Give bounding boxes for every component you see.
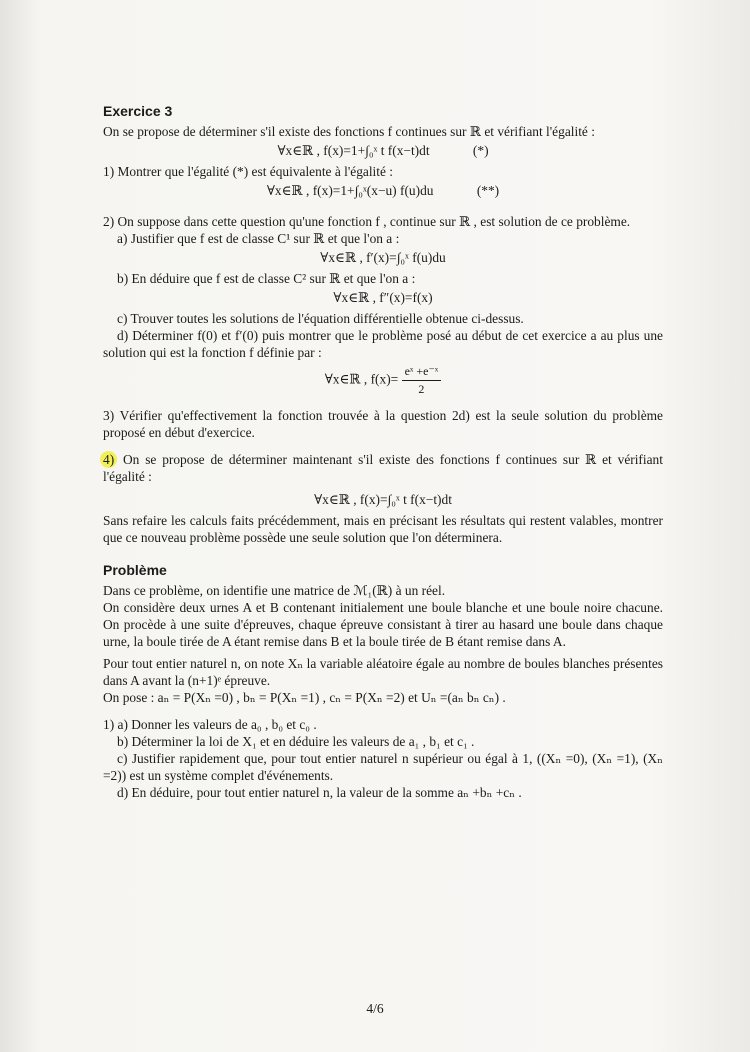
problem-question-1c: c) Justifier rapidement que, pour tout entier naturel n supérieur ou égal à 1, ((Xₙ =0), (Xₙ =1), (Xₙ =2)) est un système complet d'événements. <box>103 751 663 783</box>
problem-paragraph-3: Pour tout entier naturel n, on note Xₙ la variable aléatoire égale au nombre de boules blanches présentes dans A avant la (n+1)ᵉ épreuve. <box>103 656 663 688</box>
question-2: 2) On suppose dans cette question qu'une fonction f , continue sur ℝ , est solution de ce problème. <box>103 214 631 229</box>
problem-question-1b: b) Déterminer la loi de X₁ et en déduire les valeurs de a₁ , b₁ et c₁ . <box>117 734 475 749</box>
equation-q2d <box>103 363 663 398</box>
question-4-number-highlight: 4) <box>100 451 117 468</box>
problem-question-1a: 1) a) Donner les valeurs de a₀ , b₀ et c₀ . <box>103 717 317 732</box>
question-4 <box>103 451 663 485</box>
problem-paragraph-2: On considère deux urnes A et B contenant initialement une boule blanche et une boule noire chacune. On procède à une suite d'épreuves, chaque épreuve consistant à tirer au hasard une boule dans chaque urne, la boule tirée de A étant remise dans B et la boule tirée de B étant remise dans A. <box>103 600 663 649</box>
fraction-numerator: eˣ +e⁻ˣ <box>402 363 442 381</box>
question-4-instructions: Sans refaire les calculs faits précédemment, mais en précisant les résultats qui restent valables, montrer que ce nouveau problème possède une seule solution que l'on déterminera. <box>103 513 663 545</box>
page-content <box>103 103 663 801</box>
equation-q2a: ∀x∈ℝ , f′(x)=∫₀ˣ f(u)du <box>320 250 446 265</box>
question-2a: a) Justifier que f est de classe C¹ sur ℝ et que l'on a : <box>117 231 400 246</box>
page-number: 4/6 <box>366 1001 384 1016</box>
equation-q1-mark: (**) <box>476 183 500 198</box>
problem-title: Problème <box>103 562 167 578</box>
question-2c: c) Trouver toutes les solutions de l'équation différentielle obtenue ci-dessus. <box>117 311 524 326</box>
equation-main-body: ∀x∈ℝ , f(x)=1+∫₀ˣ t f(x−t)dt <box>277 143 430 158</box>
equation-q2d-lhs: ∀x∈ℝ , f(x)= <box>324 371 399 387</box>
question-2b: b) En déduire que f est de classe C² sur ℝ et que l'on a : <box>117 271 416 286</box>
question-4-text: On se propose de déterminer maintenant s'il existe des fonctions f continues sur ℝ et vérifiant l'égalité : <box>103 452 663 484</box>
equation-q2d-fraction <box>402 363 442 398</box>
fraction-denominator: 2 <box>418 382 425 396</box>
equation-q2b: ∀x∈ℝ , f″(x)=f(x) <box>333 290 433 305</box>
problem-paragraph-4: On pose : aₙ = P(Xₙ =0) , bₙ = P(Xₙ =1) , cₙ = P(Xₙ =2) et Uₙ =(aₙ bₙ cₙ) . <box>103 690 506 705</box>
equation-main-mark: (*) <box>472 143 489 158</box>
question-2d: d) Déterminer f(0) et f′(0) puis montrer que le problème posé au début de cet exercice a au plus une solution qui est la fonction f définie par : <box>103 328 663 360</box>
exercise-title: Exercice 3 <box>103 103 173 119</box>
equation-q1 <box>103 182 663 199</box>
question-1: 1) Montrer que l'égalité (*) est équivalente à l'égalité : <box>103 164 394 179</box>
equation-q1-body: ∀x∈ℝ , f(x)=1+∫₀ˣ(x−u) f(u)du <box>266 183 434 198</box>
problem-paragraph-1: Dans ce problème, on identifie une matrice de ℳ₁(ℝ) à un réel. <box>103 583 446 598</box>
exercise-intro: On se propose de déterminer s'il existe des fonctions f continues sur ℝ et vérifiant l'égalité : <box>103 124 595 139</box>
question-3: 3) Vérifier qu'effectivement la fonction trouvée à la question 2d) est la seule solution du problème proposé en début d'exercice. <box>103 408 663 440</box>
equation-main <box>103 142 663 159</box>
equation-q4: ∀x∈ℝ , f(x)=∫₀ˣ t f(x−t)dt <box>314 492 452 507</box>
problem-question-1d: d) En déduire, pour tout entier naturel n, la valeur de la somme aₙ +bₙ +cₙ . <box>117 785 522 800</box>
